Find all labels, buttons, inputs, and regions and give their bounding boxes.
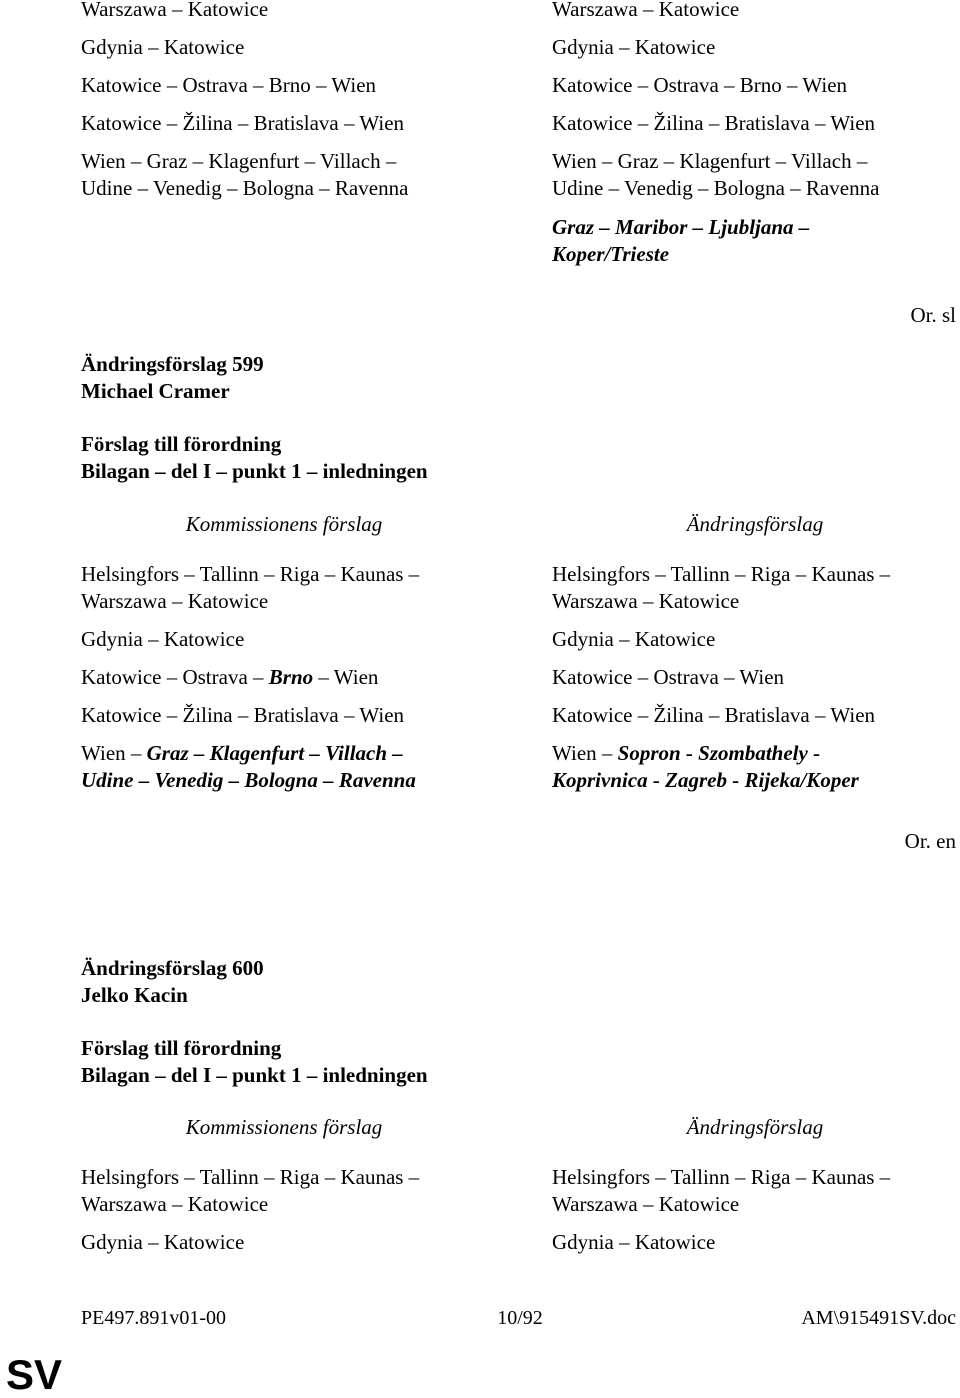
- top-left-line-2: Gdynia – Katowice: [81, 35, 245, 59]
- top-right-line-1: Warszawa – Katowice: [552, 0, 740, 21]
- am599-right-line-1: Helsingfors – Tallinn – Riga – Kaunas –: [552, 562, 891, 586]
- footer-file-name: AM\915491SV.doc: [801, 1307, 956, 1329]
- am599-right-line-7: Koprivnica - Zagreb - Rijeka/Koper: [552, 768, 859, 792]
- amendment-599-reference: Bilagan – del I – punkt 1 – inledningen: [81, 459, 428, 483]
- top-right-amended-line-8: Koper/Trieste: [552, 242, 670, 266]
- am599-left-line-6: [81, 740, 403, 767]
- am599-left-line-4-end: – Wien: [313, 665, 379, 689]
- am599-right-line-2: Warszawa – Katowice: [552, 589, 740, 613]
- top-right-line-3: Katowice – Ostrava – Brno – Wien: [552, 73, 848, 97]
- am599-left-line-4-deleted: Brno: [268, 665, 314, 689]
- am600-right-line-3: Gdynia – Katowice: [552, 1230, 716, 1254]
- amendment-600-amendment-heading: Ändringsförslag: [686, 1115, 824, 1139]
- top-left-line-3: Katowice – Ostrava – Brno – Wien: [81, 73, 377, 97]
- amendment-599-amendment-heading: Ändringsförslag: [686, 512, 824, 536]
- top-right-line-5: Wien – Graz – Klagenfurt – Villach –: [552, 149, 868, 173]
- top-right-line-2: Gdynia – Katowice: [552, 35, 716, 59]
- am599-left-line-3: Gdynia – Katowice: [81, 627, 245, 651]
- am599-right-line-3: Gdynia – Katowice: [552, 627, 716, 651]
- am599-left-line-1: Helsingfors – Tallinn – Riga – Kaunas –: [81, 562, 420, 586]
- top-right-amended-line-7: Graz – Maribor – Ljubljana –: [552, 215, 810, 239]
- am599-left-line-6-start: Wien –: [81, 741, 147, 765]
- am599-right-line-6: [552, 740, 820, 767]
- amendment-599-proposal: Förslag till förordning: [81, 432, 282, 456]
- amendment-600-commission-heading: Kommissionens förslag: [185, 1115, 383, 1139]
- original-language-sl: Or. sl: [910, 303, 956, 327]
- am600-left-line-3: Gdynia – Katowice: [81, 1230, 245, 1254]
- am600-right-line-2: Warszawa – Katowice: [552, 1192, 740, 1216]
- amendment-599-title: Ändringsförslag 599: [81, 352, 264, 376]
- amendment-600-author: Jelko Kacin: [81, 983, 188, 1007]
- top-right-line-6: Udine – Venedig – Bologna – Ravenna: [552, 176, 880, 200]
- am599-left-line-5: Katowice – Žilina – Bratislava – Wien: [81, 703, 405, 727]
- am599-left-line-7: Udine – Venedig – Bologna – Ravenna: [81, 768, 416, 792]
- am599-left-line-6-deleted: Graz – Klagenfurt – Villach –: [146, 741, 403, 765]
- footer-page-number: 10/92: [497, 1307, 543, 1329]
- amendment-599-commission-heading: Kommissionens förslag: [185, 512, 383, 536]
- footer-document-reference: PE497.891v01-00: [81, 1307, 226, 1329]
- language-tag: SV: [6, 1351, 63, 1398]
- amendment-600-reference: Bilagan – del I – punkt 1 – inledningen: [81, 1063, 428, 1087]
- am600-right-line-1: Helsingfors – Tallinn – Riga – Kaunas –: [552, 1165, 891, 1189]
- top-left-line-5: Wien – Graz – Klagenfurt – Villach –: [81, 149, 397, 173]
- am599-right-line-6-added: Sopron - Szombathely -: [617, 741, 821, 765]
- am599-left-line-2: Warszawa – Katowice: [81, 589, 269, 613]
- am600-left-line-2: Warszawa – Katowice: [81, 1192, 269, 1216]
- top-right-line-4: Katowice – Žilina – Bratislava – Wien: [552, 111, 876, 135]
- top-left-line-4: Katowice – Žilina – Bratislava – Wien: [81, 111, 405, 135]
- am599-left-line-4-start: Katowice – Ostrava –: [81, 665, 269, 689]
- am599-right-line-4: Katowice – Ostrava – Wien: [552, 665, 785, 689]
- amendment-600-proposal: Förslag till förordning: [81, 1036, 282, 1060]
- am599-right-line-5: Katowice – Žilina – Bratislava – Wien: [552, 703, 876, 727]
- top-left-line-6: Udine – Venedig – Bologna – Ravenna: [81, 176, 409, 200]
- am599-left-line-4: [81, 664, 378, 691]
- amendment-599-author: Michael Cramer: [81, 379, 230, 403]
- am600-left-line-1: Helsingfors – Tallinn – Riga – Kaunas –: [81, 1165, 420, 1189]
- amendment-600-title: Ändringsförslag 600: [81, 956, 264, 980]
- top-left-line-1: Warszawa – Katowice: [81, 0, 269, 21]
- am599-right-line-6-start: Wien –: [552, 741, 618, 765]
- original-language-en: Or. en: [904, 829, 956, 853]
